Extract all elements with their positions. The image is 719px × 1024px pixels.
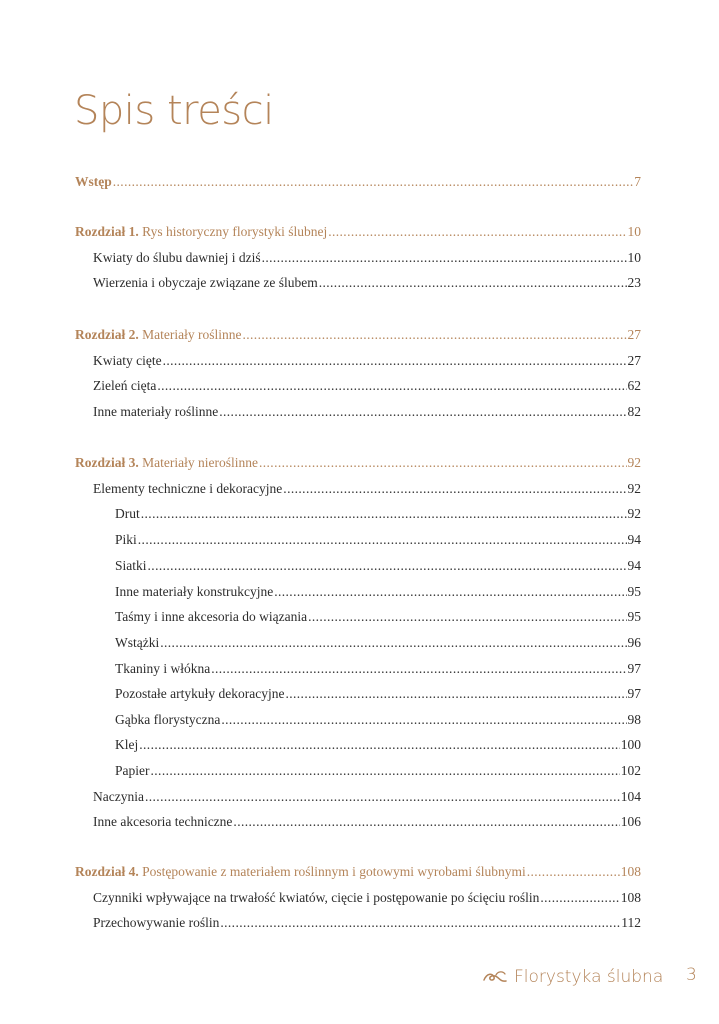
toc-page-number: 92 (627, 455, 641, 470)
toc-entry-line (93, 888, 641, 908)
toc-entry-line (115, 761, 641, 781)
toc-entry-line (115, 504, 641, 524)
toc-entry-line (115, 607, 641, 627)
toc-page-number: 95 (627, 584, 641, 599)
dot-leader (151, 761, 620, 781)
dot-leader (242, 325, 626, 345)
toc-entry-label: Klej (115, 737, 139, 752)
toc-intro-entry (0, 172, 719, 192)
toc-entry-line (93, 351, 641, 371)
toc-chapter-entry (0, 222, 719, 242)
toc-entry (0, 888, 719, 908)
toc-entry-line (93, 402, 641, 422)
toc-entry-line (115, 556, 641, 576)
dot-leader (527, 862, 620, 882)
toc-entry-line (115, 684, 641, 704)
toc-chapter-entry (0, 453, 719, 473)
toc-entry-line (75, 172, 641, 192)
dot-leader (219, 402, 626, 422)
toc-page-number: 92 (627, 481, 641, 496)
toc-page-number: 62 (627, 378, 641, 393)
chapter-title: Materiały nieroślinne (142, 455, 258, 470)
toc-entry-label: Wstążki (115, 635, 160, 650)
toc-entry-line (93, 273, 641, 293)
toc-chapter-entry (0, 325, 719, 345)
toc-page-number: 10 (627, 250, 641, 265)
toc-page-number: 95 (627, 609, 641, 624)
toc-page-number: 27 (627, 353, 641, 368)
toc-entry-line (115, 582, 641, 602)
toc-page-number: 27 (627, 327, 641, 342)
toc-entry-label: Papier (115, 763, 150, 778)
toc-entry-line (115, 659, 641, 679)
toc-entry (0, 376, 719, 396)
toc-entry-label: Przechowywanie roślin (93, 915, 220, 930)
toc-entry-label: Inne materiały konstrukcyjne (115, 584, 274, 599)
toc-entry (0, 273, 719, 293)
toc-entry-label: Inne materiały roślinne (93, 404, 219, 419)
dot-leader (262, 248, 627, 268)
toc-entry-label: Wstęp (75, 174, 112, 189)
toc-entry-line (75, 222, 641, 242)
toc-entry (0, 556, 719, 576)
toc-page-number: 97 (627, 661, 641, 676)
page-title: Spis treści (74, 88, 274, 134)
toc-page-number: 23 (627, 275, 641, 290)
chapter-number: Rozdział 2. (75, 327, 139, 342)
toc-entry-label: Elementy techniczne i dekoracyjne (93, 481, 283, 496)
toc-entry-label: Kwiaty cięte (93, 353, 162, 368)
dot-leader (163, 351, 627, 371)
toc-entry (0, 761, 719, 781)
toc-entry (0, 787, 719, 807)
toc-entry-line (93, 913, 641, 933)
dot-leader (145, 787, 620, 807)
dot-leader (139, 735, 620, 755)
dot-leader (148, 556, 627, 576)
toc-entry-label: Gąbka florystyczna (115, 712, 221, 727)
toc-entry-label: Piki (115, 532, 137, 547)
toc-entry-label: Pozostałe artykuły dekoracyjne (115, 686, 285, 701)
toc-page-number: 97 (627, 686, 641, 701)
dot-leader (220, 913, 620, 933)
toc-page-number: 98 (627, 712, 641, 727)
toc-entry-label (75, 222, 327, 242)
toc-entry (0, 659, 719, 679)
dot-leader (138, 530, 627, 550)
toc-page-number: 102 (620, 763, 641, 778)
toc-entry (0, 633, 719, 653)
dot-leader (285, 684, 626, 704)
toc-entry-line (115, 710, 641, 730)
toc-entry (0, 504, 719, 524)
toc-entry-line (115, 735, 641, 755)
toc-entry-label: Czynniki wpływające na trwałość kwiatów, cięcie i postępowanie po ścięciu roślin (93, 890, 540, 905)
dot-leader (113, 172, 634, 192)
dot-leader (141, 504, 627, 524)
toc-page-number: 104 (620, 789, 641, 804)
toc-entry (0, 812, 719, 832)
toc-entry-line (93, 479, 641, 499)
chapter-title: Materiały roślinne (142, 327, 242, 342)
toc-entry (0, 402, 719, 422)
dot-leader (274, 582, 626, 602)
toc-page-number: 100 (620, 737, 641, 752)
toc-entry-label: Tkaniny i włókna (115, 661, 211, 676)
toc-entry (0, 248, 719, 268)
toc-page-number: 82 (627, 404, 641, 419)
dot-leader (308, 607, 626, 627)
dot-leader (283, 479, 626, 499)
toc-page-number: 96 (627, 635, 641, 650)
toc-entry (0, 735, 719, 755)
toc-page-number: 94 (627, 532, 641, 547)
chapter-title: Postępowanie z materiałem roślinnym i gotowymi wyrobami ślubnymi (142, 864, 526, 879)
chapter-title: Rys historyczny florystyki ślubnej (142, 224, 328, 239)
toc-entry (0, 582, 719, 602)
toc-page-number: 92 (627, 506, 641, 521)
toc-entry-line (75, 325, 641, 345)
toc-entry-label: Taśmy i inne akcesoria do wiązania (115, 609, 308, 624)
dot-leader (259, 453, 627, 473)
toc-chapter-entry (0, 862, 719, 882)
page-footer (482, 964, 697, 990)
toc-entry (0, 913, 719, 933)
toc-entry (0, 710, 719, 730)
toc-entry-label: Naczynia (93, 789, 144, 804)
floral-swirl-icon (482, 969, 508, 985)
toc-entry-label: Zieleń cięta (93, 378, 157, 393)
dot-leader (157, 376, 626, 396)
toc-entry-line (75, 453, 641, 473)
toc-entry-line (93, 812, 641, 832)
toc-page-number: 108 (620, 890, 641, 905)
page-number: 3 (686, 965, 697, 985)
toc-entry-label (75, 453, 258, 473)
chapter-number: Rozdział 3. (75, 455, 139, 470)
toc-entry-label: Inne akcesoria techniczne (93, 814, 233, 829)
toc-entry (0, 479, 719, 499)
dot-leader (233, 812, 619, 832)
dot-leader (540, 888, 619, 908)
toc-entry-label: Wierzenia i obyczaje związane ze ślubem (93, 275, 318, 290)
toc-entry (0, 351, 719, 371)
toc-entry-label: Siatki (115, 558, 147, 573)
dot-leader (211, 659, 626, 679)
toc-page-number: 108 (620, 864, 641, 879)
toc-entry-line (93, 787, 641, 807)
toc-entry-line (93, 248, 641, 268)
dot-leader (319, 273, 627, 293)
toc-entry-label: Kwiaty do ślubu dawniej i dziś (93, 250, 261, 265)
book-title: Florystyka ślubna (514, 967, 664, 987)
toc-entry (0, 530, 719, 550)
toc-entry-line (75, 862, 641, 882)
toc-page-number: 94 (627, 558, 641, 573)
dot-leader (221, 710, 626, 730)
toc-entry-line (93, 376, 641, 396)
toc-entry-label (75, 862, 526, 882)
toc-entry-label: Drut (115, 506, 140, 521)
toc-page-number: 112 (621, 915, 641, 930)
dot-leader (160, 633, 626, 653)
toc-page-number: 7 (634, 174, 641, 189)
toc-entry (0, 684, 719, 704)
toc-entry-line (115, 530, 641, 550)
toc-page-number: 106 (620, 814, 641, 829)
toc-entry-label (75, 325, 241, 345)
dot-leader (328, 222, 626, 242)
toc-page-number: 10 (627, 224, 641, 239)
chapter-number: Rozdział 1. (75, 224, 139, 239)
chapter-number: Rozdział 4. (75, 864, 139, 879)
toc-entry (0, 607, 719, 627)
toc-entry-line (115, 633, 641, 653)
